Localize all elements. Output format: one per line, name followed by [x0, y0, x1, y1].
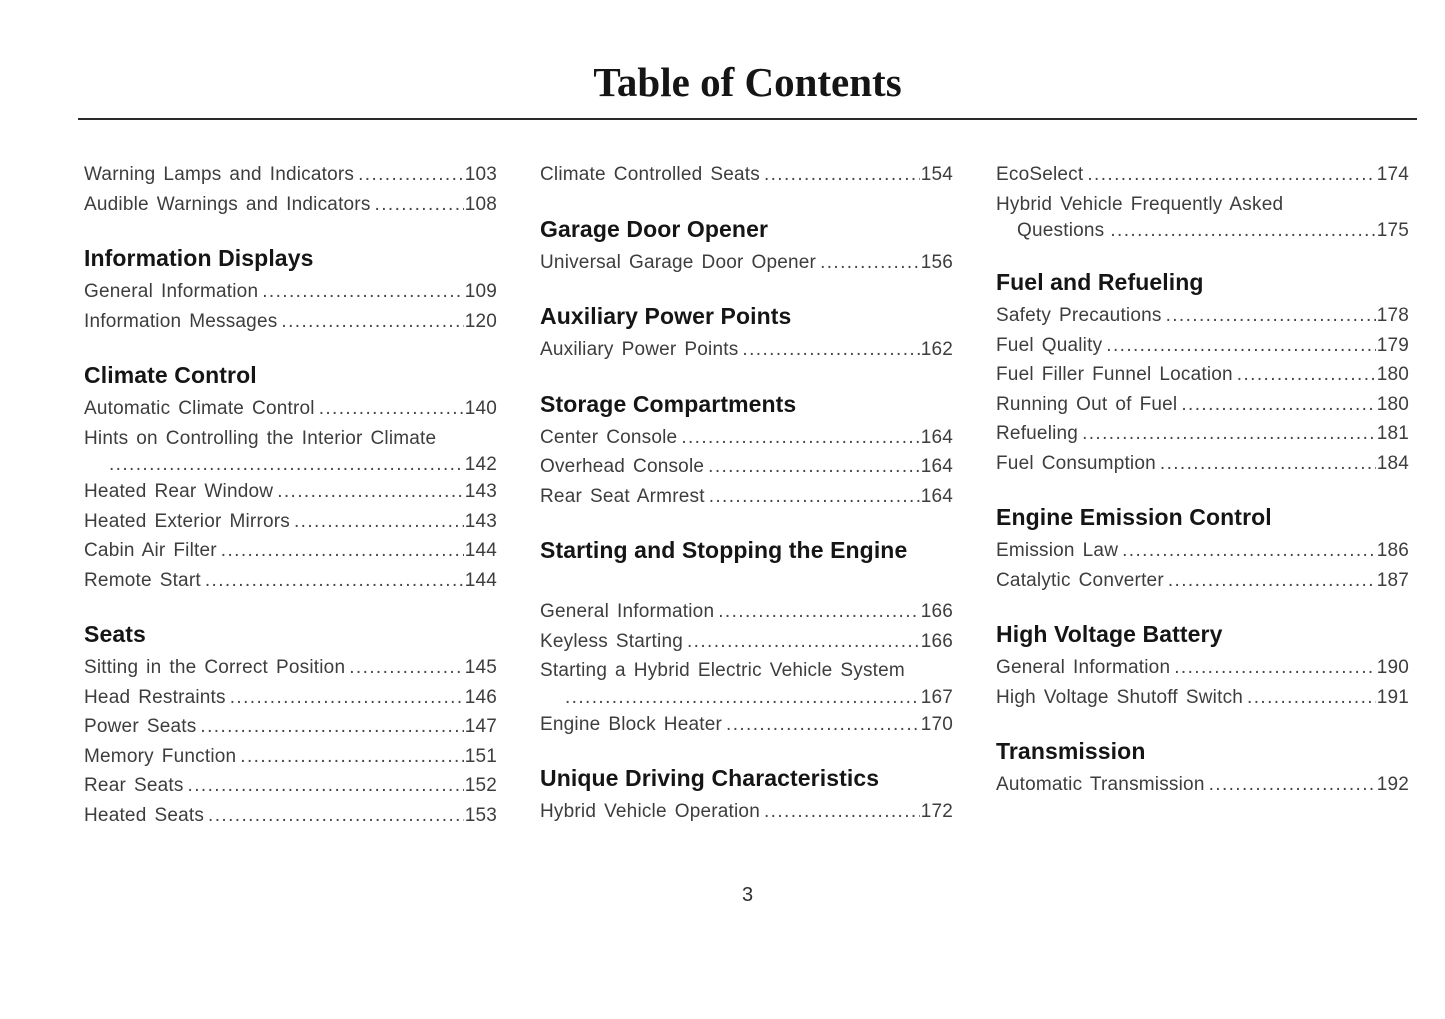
- toc-entry-line: [540, 423, 953, 453]
- toc-entry-label: Remote Start: [84, 569, 201, 591]
- toc-entry-label: Memory Function: [84, 745, 237, 767]
- dot-leader: [1110, 219, 1375, 243]
- toc-entry-page-number: 162: [920, 339, 953, 361]
- toc-entry-line: [84, 566, 497, 596]
- dot-leader: [1247, 683, 1376, 713]
- dot-leader: [687, 627, 920, 657]
- dot-leader: [375, 190, 464, 220]
- toc-entry: [996, 683, 1409, 713]
- toc-section: [996, 502, 1409, 595]
- toc-entry-line: [540, 160, 953, 190]
- toc-entry-page-number: 103: [464, 164, 497, 186]
- dot-leader: [221, 536, 464, 566]
- toc-entry-page-number: 166: [920, 630, 953, 652]
- page-title: Table of Contents: [593, 59, 902, 105]
- toc-entry-line: [84, 771, 497, 801]
- section-heading: Unique Driving Characteristics: [540, 765, 880, 792]
- toc-entry-line: [996, 331, 1409, 361]
- dot-leader: [294, 507, 464, 537]
- toc-entry-line: [540, 710, 953, 740]
- section-heading: Climate Control: [84, 362, 257, 389]
- toc-entry-line: [540, 797, 953, 827]
- toc-entry-page-number: 167: [920, 686, 953, 708]
- toc-entry-label: Engine Block Heater: [540, 713, 723, 735]
- toc-entry-line: [84, 190, 497, 220]
- toc-entry: [540, 248, 953, 278]
- toc-entry-line: [84, 507, 497, 537]
- dot-leader: [726, 710, 920, 740]
- toc-section: [996, 267, 1409, 478]
- toc-entry-line: [84, 653, 497, 683]
- toc-entry-label: Hints on Controlling the Interior Climate: [84, 427, 437, 449]
- toc-entry: [996, 653, 1409, 683]
- toc-entry: [996, 190, 1409, 244]
- toc-entry-line: [996, 360, 1409, 390]
- toc-entry-line: [996, 160, 1409, 190]
- toc-entry: [84, 160, 497, 190]
- toc-entry-label: Rear Seats: [84, 775, 184, 797]
- toc-entry-page-number: 190: [1376, 657, 1409, 679]
- toc-entry-line: [84, 742, 497, 772]
- toc-entry-page-number: 120: [464, 310, 497, 332]
- toc-entry-page-number: 156: [920, 251, 953, 273]
- toc-entry-line: [996, 536, 1409, 566]
- toc-section: [540, 160, 953, 190]
- toc-entry-page-number: 153: [464, 804, 497, 826]
- dot-leader: [358, 160, 464, 190]
- toc-entry-page-number: 184: [1376, 452, 1409, 474]
- section-heading: Fuel and Refueling: [996, 269, 1204, 296]
- toc-entry-page-number: 179: [1376, 334, 1409, 356]
- dot-leader: [1209, 770, 1376, 800]
- toc-entry-line: [996, 683, 1409, 713]
- dot-leader: [1166, 301, 1376, 331]
- dot-leader: [709, 482, 920, 512]
- toc-entry-line: [540, 656, 953, 686]
- toc-entry-page-number: 147: [464, 716, 497, 738]
- toc-entry-line: [996, 190, 1409, 220]
- toc-entry-page-number: 186: [1376, 540, 1409, 562]
- toc-entry: [84, 424, 497, 478]
- toc-entry-label: Climate Controlled Seats: [540, 164, 760, 186]
- dot-leader: [109, 453, 464, 477]
- toc-entry-line: [84, 477, 497, 507]
- toc-columns: [84, 160, 1409, 830]
- toc-entry: [996, 566, 1409, 596]
- toc-entry-page-number: 144: [464, 540, 497, 562]
- toc-entry-line: [996, 653, 1409, 683]
- section-heading: Starting and Stopping the Engine: [540, 537, 908, 564]
- toc-entry-page-number: 180: [1376, 364, 1409, 386]
- toc-entry: [996, 390, 1409, 420]
- toc-entry: [84, 683, 497, 713]
- toc-entry-label: High Voltage Shutoff Switch: [996, 686, 1244, 708]
- toc-entry-page-number: 174: [1376, 164, 1409, 186]
- toc-entry-page-number: 145: [464, 657, 497, 679]
- toc-entry-label: Automatic Transmission: [996, 774, 1205, 796]
- section-heading: Storage Compartments: [540, 390, 797, 417]
- toc-entry-line: [540, 597, 953, 627]
- toc-entry-label: Auxiliary Power Points: [540, 339, 739, 361]
- toc-section: [84, 360, 497, 595]
- toc-entry-line: [996, 566, 1409, 596]
- section-heading: High Voltage Battery: [996, 621, 1223, 648]
- toc-entry-label: Running Out of Fuel: [996, 393, 1178, 415]
- dot-leader: [200, 712, 463, 742]
- section-heading: Information Displays: [84, 245, 314, 272]
- toc-entry: [84, 394, 497, 424]
- toc-entry-line: [540, 248, 953, 278]
- toc-entry: [540, 710, 953, 740]
- dot-leader: [349, 653, 463, 683]
- toc-entry: [996, 360, 1409, 390]
- toc-entry: [996, 536, 1409, 566]
- dot-leader: [742, 335, 919, 365]
- toc-entry-page-number: 151: [464, 745, 497, 767]
- toc-entry-page-number: 164: [920, 456, 953, 478]
- toc-entry: [540, 797, 953, 827]
- section-heading: Engine Emission Control: [996, 504, 1272, 531]
- toc-entry-line: [84, 307, 497, 337]
- toc-entry-label: Emission Law: [996, 540, 1119, 562]
- toc-entry-page-number: 180: [1376, 393, 1409, 415]
- toc-entry: [84, 190, 497, 220]
- dot-leader: [565, 686, 920, 710]
- toc-section: [540, 763, 953, 827]
- toc-entry-line: [84, 712, 497, 742]
- dot-leader: [1168, 566, 1376, 596]
- toc-entry-line: [84, 453, 497, 477]
- toc-entry-label: Power Seats: [84, 716, 197, 738]
- toc-entry-line: [996, 219, 1409, 243]
- toc-entry-label: EcoSelect: [996, 164, 1084, 186]
- toc-entry-line: [84, 536, 497, 566]
- toc-entry: [84, 771, 497, 801]
- section-heading: Auxiliary Power Points: [540, 303, 792, 330]
- toc-entry: [996, 301, 1409, 331]
- toc-entry-label: Rear Seat Armrest: [540, 485, 705, 507]
- toc-entry-label: Hybrid Vehicle Frequently Asked: [996, 193, 1284, 215]
- toc-entry-page-number: 192: [1376, 774, 1409, 796]
- dot-leader: [1082, 419, 1376, 449]
- toc-entry-label: General Information: [996, 657, 1171, 679]
- toc-entry: [540, 656, 953, 710]
- toc-section: [996, 736, 1409, 800]
- toc-entry: [996, 160, 1409, 190]
- dot-leader: [188, 771, 464, 801]
- toc-entry: [996, 449, 1409, 479]
- dot-leader: [764, 797, 920, 827]
- toc-entry-label: Center Console: [540, 426, 678, 448]
- toc-entry-line: [84, 683, 497, 713]
- toc-entry-page-number: 142: [464, 454, 497, 476]
- toc-entry-line: [84, 424, 497, 454]
- toc-section: [540, 535, 953, 739]
- dot-leader: [681, 423, 919, 453]
- toc-entry-page-number: 146: [464, 686, 497, 708]
- toc-entry-label: Keyless Starting: [540, 630, 683, 652]
- toc-entry: [540, 627, 953, 657]
- toc-entry: [84, 307, 497, 337]
- dot-leader: [1237, 360, 1376, 390]
- toc-entry-label: Safety Precautions: [996, 305, 1162, 327]
- dot-leader: [1181, 390, 1375, 420]
- toc-entry-page-number: 108: [464, 193, 497, 215]
- toc-entry-label: Sitting in the Correct Position: [84, 657, 346, 679]
- toc-entry-label: Head Restraints: [84, 686, 226, 708]
- toc-column-1: [84, 160, 497, 830]
- toc-entry-page-number: 109: [464, 281, 497, 303]
- dot-leader: [262, 277, 463, 307]
- toc-entry-page-number: 143: [464, 481, 497, 503]
- toc-entry: [996, 419, 1409, 449]
- toc-entry-label: Fuel Quality: [996, 334, 1103, 356]
- toc-entry: [84, 566, 497, 596]
- toc-entry-page-number: 187: [1376, 569, 1409, 591]
- toc-entry-page-number: 143: [464, 510, 497, 532]
- dot-leader: [1106, 331, 1375, 361]
- toc-entry-label: General Information: [540, 601, 715, 623]
- dot-leader: [1122, 536, 1376, 566]
- toc-entry-line: [84, 394, 497, 424]
- toc-entry-page-number: 164: [920, 426, 953, 448]
- dot-leader: [820, 248, 920, 278]
- dot-leader: [1087, 160, 1375, 190]
- toc-entry: [84, 277, 497, 307]
- toc-section: [996, 619, 1409, 712]
- dot-leader: [277, 477, 464, 507]
- toc-section: [84, 619, 497, 830]
- toc-entry: [84, 712, 497, 742]
- toc-entry-page-number: 191: [1376, 686, 1409, 708]
- title-divider-rule: [78, 118, 1417, 120]
- toc-entry: [540, 335, 953, 365]
- toc-entry-label: Starting a Hybrid Electric Vehicle System: [540, 660, 905, 682]
- toc-entry-page-number: 175: [1376, 220, 1409, 242]
- toc-entry-label: Warning Lamps and Indicators: [84, 164, 355, 186]
- toc-entry-page-number: 178: [1376, 305, 1409, 327]
- dot-leader: [208, 801, 464, 831]
- toc-entry-label: Overhead Console: [540, 456, 705, 478]
- toc-entry-page-number: 154: [920, 164, 953, 186]
- dot-leader: [281, 307, 463, 337]
- toc-entry-line: [996, 770, 1409, 800]
- toc-entry-line: [84, 801, 497, 831]
- page-number: 3: [741, 884, 754, 906]
- section-heading: Garage Door Opener: [540, 215, 769, 242]
- dot-leader: [718, 597, 919, 627]
- dot-leader: [764, 160, 920, 190]
- toc-entry: [84, 536, 497, 566]
- toc-entry-line: [996, 419, 1409, 449]
- toc-entry-line: [540, 335, 953, 365]
- toc-entry-page-number: 152: [464, 775, 497, 797]
- toc-section: [540, 301, 953, 365]
- toc-entry-label: Heated Rear Window: [84, 481, 274, 503]
- toc-entry: [540, 452, 953, 482]
- dot-leader: [1174, 653, 1375, 683]
- toc-entry-line: [996, 449, 1409, 479]
- toc-column-3: [996, 160, 1409, 830]
- toc-entry-page-number: 172: [920, 801, 953, 823]
- toc-entry-page-number: 166: [920, 601, 953, 623]
- toc-section: [540, 214, 953, 278]
- dot-leader: [205, 566, 464, 596]
- section-heading: Seats: [84, 621, 146, 648]
- toc-entry: [540, 423, 953, 453]
- toc-entry-line: [540, 452, 953, 482]
- dot-leader: [240, 742, 463, 772]
- dot-leader: [230, 683, 464, 713]
- toc-entry: [540, 160, 953, 190]
- toc-entry-line: [996, 301, 1409, 331]
- toc-column-2: [540, 160, 953, 830]
- toc-entry: [84, 653, 497, 683]
- toc-entry: [84, 742, 497, 772]
- toc-entry: [84, 507, 497, 537]
- toc-entry: [996, 770, 1409, 800]
- toc-entry: [84, 477, 497, 507]
- toc-entry-label: Heated Seats: [84, 804, 205, 826]
- toc-entry-label: Audible Warnings and Indicators: [84, 193, 371, 215]
- section-heading: Transmission: [996, 738, 1146, 765]
- toc-entry: [84, 801, 497, 831]
- toc-entry-label: Catalytic Converter: [996, 569, 1164, 591]
- toc-section: [84, 160, 497, 219]
- toc-section: [84, 243, 497, 336]
- toc-entry-page-number: 181: [1376, 423, 1409, 445]
- dot-leader: [1160, 449, 1376, 479]
- toc-entry-line: [540, 627, 953, 657]
- toc-entry-line: [540, 686, 953, 710]
- title-area: [78, 0, 1417, 105]
- toc-entry-page-number: 140: [464, 398, 497, 420]
- dot-leader: [319, 394, 464, 424]
- toc-entry-label: Fuel Filler Funnel Location: [996, 364, 1233, 386]
- page-footer: [78, 884, 1417, 907]
- toc-entry-label: General Information: [84, 281, 259, 303]
- toc-entry-label: Automatic Climate Control: [84, 398, 315, 420]
- toc-entry-line: [540, 482, 953, 512]
- toc-entry-label: Cabin Air Filter: [84, 540, 217, 562]
- toc-entry-line: [996, 390, 1409, 420]
- toc-entry-page-number: 164: [920, 485, 953, 507]
- toc-entry-line: [84, 277, 497, 307]
- toc-entry-line: [84, 160, 497, 190]
- toc-entry-label: Refueling: [996, 423, 1079, 445]
- toc-entry-label: Hybrid Vehicle Operation: [540, 801, 760, 823]
- dot-leader: [708, 452, 920, 482]
- toc-entry-label: Universal Garage Door Opener: [540, 251, 817, 273]
- toc-section: [996, 160, 1409, 243]
- toc-entry-page-number: 170: [920, 713, 953, 735]
- toc-entry-label: Fuel Consumption: [996, 452, 1156, 474]
- toc-entry-label: Questions: [1017, 220, 1105, 242]
- toc-entry-page-number: 144: [464, 569, 497, 591]
- toc-entry: [540, 597, 953, 627]
- toc-entry-label: Information Messages: [84, 310, 278, 332]
- toc-entry: [996, 331, 1409, 361]
- toc-entry-label: Heated Exterior Mirrors: [84, 510, 290, 532]
- toc-entry: [540, 482, 953, 512]
- toc-section: [540, 389, 953, 512]
